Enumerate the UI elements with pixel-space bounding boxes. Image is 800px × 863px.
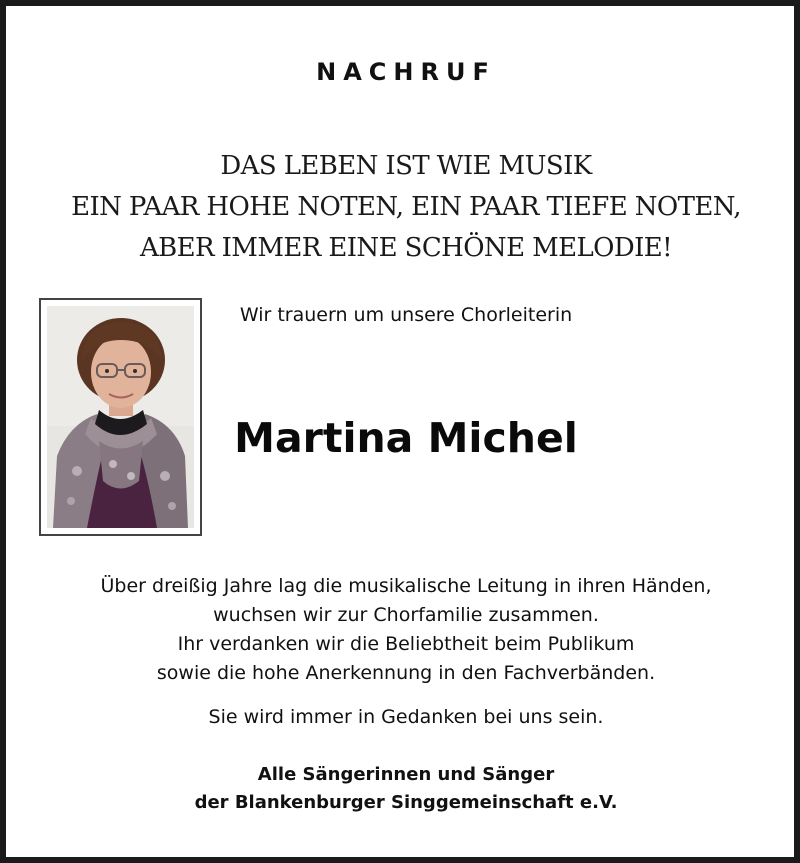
- intro-text: Wir trauern um unsere Chorleiterin: [239, 304, 573, 326]
- motto-quote: [6, 146, 800, 269]
- closing-text: Sie wird immer in Gedanken bei uns sein.: [208, 706, 604, 728]
- tribute-text: [6, 572, 800, 688]
- deceased-name: Martina Michel: [234, 414, 578, 462]
- tribute-line-1: Über dreißig Jahre lag die musikalische Leitung in ihren Händen,: [100, 575, 712, 597]
- portrait-photo: [47, 306, 194, 528]
- motto-line-2: EIN PAAR HOHE NOTEN, EIN PAAR TIEFE NOTEN,: [71, 192, 741, 222]
- tribute-line-3: Ihr verdanken wir die Beliebtheit beim Publikum: [177, 633, 635, 655]
- signature-line-1: Alle Sängerinnen und Sänger: [257, 764, 555, 785]
- tribute-line-4: sowie die hohe Anerkennung in den Fachverbänden.: [156, 662, 656, 684]
- motto-line-1: DAS LEBEN IST WIE MUSIK: [220, 151, 592, 181]
- motto-line-3: ABER IMMER EINE SCHÖNE MELODIE!: [139, 233, 673, 263]
- tribute-line-2: wuchsen wir zur Chorfamilie zusammen.: [213, 604, 599, 626]
- notice-heading: NACHRUF: [316, 58, 496, 86]
- portrait-frame: [39, 298, 202, 536]
- signature-line-2: der Blankenburger Singgemeinschaft e.V.: [194, 792, 618, 813]
- signature: [6, 761, 800, 817]
